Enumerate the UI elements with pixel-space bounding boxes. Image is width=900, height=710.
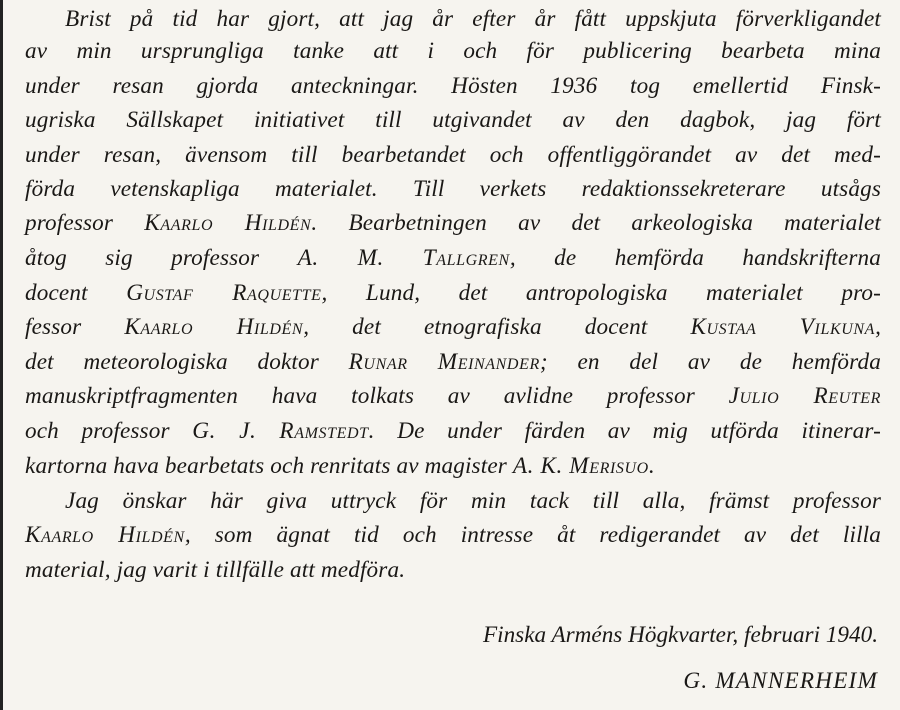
text-span: material, jag varit i tillfälle att medföra. (25, 557, 406, 583)
text-span: kartorna hava bearbetats och renritats av magister (25, 453, 513, 479)
person-name: Kaarlo Hildén (124, 314, 304, 340)
text-span: av min ursprungliga tanke att i och för publicering bearbeta mina (25, 38, 881, 64)
text-span: Brist på tid har gjort, att jag år efter år fått uppskjuta förverkligandet (65, 6, 881, 32)
text-span: . Bearbetningen av det arkeologiska materialet (311, 210, 881, 236)
text-span: ; en del av de hemförda (539, 349, 881, 375)
text-span: manuskriptfragmenten hava tolkats av avlidne professor (25, 383, 729, 409)
text-line (25, 174, 881, 204)
text-span: under resan gjorda anteckningar. Hösten 1936 tog emellertid Finsk- (25, 73, 881, 99)
person-name: Julio Reuter (728, 383, 881, 409)
text-span: professor (25, 210, 145, 236)
person-name: Kaarlo Hildén (25, 522, 185, 548)
text-line (25, 105, 881, 135)
person-name: Kaarlo Hildén (144, 210, 312, 236)
text-span: , de hemförda handskrifterna (509, 245, 881, 271)
text-line (25, 555, 881, 585)
text-span: , (875, 314, 882, 340)
text-span: fessor (25, 314, 125, 340)
text-line (65, 486, 881, 516)
text-span: ugriska Sällskapet initiativet till utgivandet av den dagbok, jag fört (25, 107, 881, 133)
person-name: Runar Meinander (348, 349, 540, 375)
text-span: förda vetenskapliga materialet. Till verkets redaktionssekreterare utsågs (25, 176, 881, 202)
text-span: . (648, 453, 655, 479)
text-line (25, 416, 881, 446)
text-line (25, 381, 881, 411)
text-line (25, 520, 881, 550)
text-span: åtog sig professor (25, 245, 298, 271)
person-name: Kustaa Vilkuna (690, 314, 876, 340)
person-name: A. M. Tallgren (297, 245, 510, 271)
text-line (25, 312, 881, 342)
text-line (65, 4, 881, 34)
text-span: under resan, ävensom till bearbetandet och offentliggörandet av det med- (25, 142, 881, 168)
person-name: Gustaf Raquette (126, 280, 322, 306)
text-line (25, 208, 881, 238)
text-span: och professor (25, 418, 193, 444)
place-and-date: Finska Arméns Högkvarter, februari 1940. (482, 622, 878, 648)
text-line (25, 71, 881, 101)
text-span: Jag önskar här giva uttryck för min tack till alla, främst professor (65, 488, 881, 514)
text-span: . De under färden av mig utförda itinerar- (368, 418, 882, 444)
text-span: det meteorologiska doktor (25, 349, 349, 375)
text-span: , som ägnat tid och intresse åt redigerandet av det lilla (184, 522, 881, 548)
text-span: , det etnografiska docent (303, 314, 691, 340)
text-line (25, 140, 881, 170)
text-line (25, 451, 881, 481)
text-line (25, 278, 881, 308)
text-span: , Lund, det antropologiska materialet pro- (321, 280, 882, 306)
person-name: A. K. Merisuo (512, 453, 649, 479)
text-span: docent (25, 280, 127, 306)
signature: G. MANNERHEIM (683, 668, 878, 694)
text-line (25, 36, 881, 66)
person-name: G. J. Ramstedt (192, 418, 369, 444)
text-line (25, 243, 881, 273)
text-line (25, 347, 881, 377)
